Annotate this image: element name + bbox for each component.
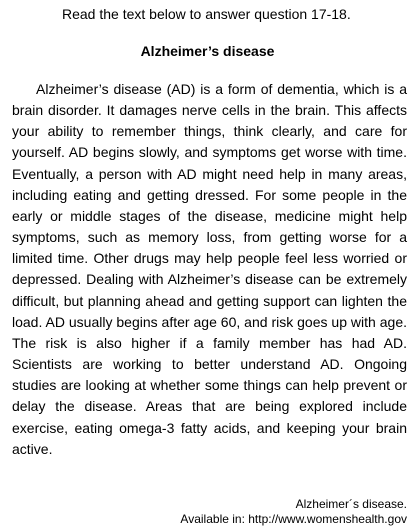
passage-body: Alzheimer’s disease (AD) is a form of dementia, which is a brain disorder. It damages nerve cells in the brain. This affects your ability to remember things, think clearly, and care for yourself. AD begins slowly, and symptoms get worse with time. Eventually, a person with AD might need help in many areas, including eating and getting dressed. For some people in the early or middle stages of the disease, medicine might help symptoms, such as memory loss, from getting worse for a limited time. Other drugs may help people feel less worried or depressed. Dealing with Alzheimer’s disease can be extremely difficult, but planning ahead and getting support can lighten the load. AD usually begins after age 60, and risk goes up with age. The risk is also higher if a family member has had AD. Scientists are working to better understand AD. Ongoing studies are looking at whether some things can help prevent or delay the disease. Areas that are being explored include exercise, eating omega-3 fatty acids, and keeping your brain active.	[12, 81, 407, 457]
source-citation	[180, 497, 407, 527]
source-url: Available in: http://www.womenshealth.gov	[180, 512, 407, 526]
source-title: Alzheimer´s disease.	[295, 497, 407, 511]
question-instruction: Read the text below to answer question 17-18.	[62, 6, 351, 22]
passage-title: Alzheimer’s disease	[140, 43, 275, 59]
